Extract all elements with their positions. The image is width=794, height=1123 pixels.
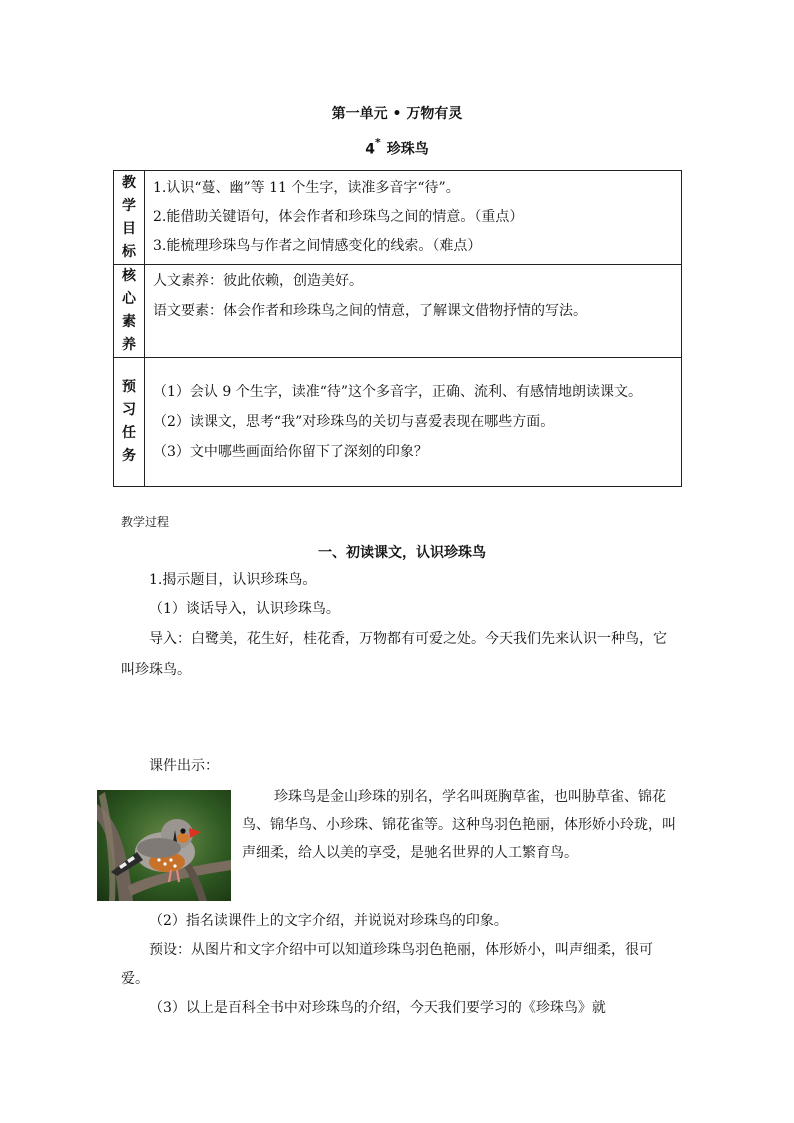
step-1: 1.揭示题目，认识珍珠鸟。 — [149, 572, 317, 588]
intro-paragraph: 导入：白鹭美，花生好，桂花香，万物都有可爱之处。今天我们先来认识一种鸟，它叫珍珠鸟。 — [121, 631, 667, 678]
lesson-mark: * — [374, 136, 381, 149]
process-body-2 — [121, 907, 673, 1023]
preview-content — [145, 358, 682, 487]
process-body-1 — [121, 566, 673, 686]
goal-item: 1.认识“蔓、幽”等 11 个生字，读准多音字“待”。 — [153, 180, 460, 196]
step-1-2: （2）指名读课件上的文字介绍，并说说对珍珠鸟的印象。 — [149, 913, 508, 929]
literacy-content — [145, 265, 682, 358]
goals-label: 教 学 目 标 — [114, 171, 145, 265]
lesson-title — [0, 138, 794, 159]
lesson-number: 4 — [365, 141, 375, 158]
courseware-line: 课件出示： — [149, 758, 219, 774]
lesson-plan-table — [113, 170, 682, 487]
bird-intro-text: 珍珠鸟是金山珍珠的别名，学名叫斑胸草雀，也叫胁草雀、锦花鸟、锦华鸟、小珍珠、锦花雀等。这种鸟羽色艳丽，体形娇小玲珑，叫声细柔，给人以美的享受，是驰名世界的人工繁育鸟。 — [242, 789, 676, 861]
step-1-1: （1）谈话导入，认识珍珠鸟。 — [149, 601, 340, 617]
zebra-finch-photo — [97, 790, 231, 901]
literacy-row — [114, 265, 682, 358]
literacy-item: 人文素养：彼此依赖，创造美好。 — [153, 273, 363, 289]
process-caption: 教学过程 — [121, 515, 170, 529]
preview-row — [114, 358, 682, 487]
literacy-item: 语文要素：体会作者和珍珠鸟之间的情意，了解课文借物抒情的写法。 — [153, 303, 587, 319]
goals-content — [145, 171, 682, 265]
literacy-label: 核 心 素 养 — [114, 265, 145, 358]
goal-item: 3.能梳理珍珠鸟与作者之间情感变化的线索。（难点） — [153, 238, 482, 254]
preview-item: （3）文中哪些画面给你留下了深刻的印象？ — [153, 444, 428, 460]
preset-paragraph: 预设：从图片和文字介绍中可以知道珍珠鸟羽色艳丽，体形娇小，叫声细柔，很可爱。 — [121, 942, 653, 987]
preview-item: （2）读课文，思考“我”对珍珠鸟的关切与喜爱表现在哪些方面。 — [153, 414, 555, 430]
goal-item: 2.能借助关键语句，体会作者和珍珠鸟之间的情意。（重点） — [153, 209, 524, 225]
goals-row — [114, 171, 682, 265]
preview-label: 预 习 任 务 — [114, 358, 145, 487]
preview-item: （1）会认 9 个生字，读准“待”这个多音字，正确、流利、有感情地朗读课文。 — [153, 384, 643, 400]
step-1-3: （3）以上是百科全书中对珍珠鸟的介绍，今天我们要学习的《珍珠鸟》就 — [149, 1000, 606, 1016]
unit-title: 第一单元 • 万物有灵 — [331, 106, 463, 122]
lesson-name: 珍珠鸟 — [386, 141, 429, 158]
section-heading: 一、初读课文，认识珍珠鸟 — [318, 545, 486, 561]
